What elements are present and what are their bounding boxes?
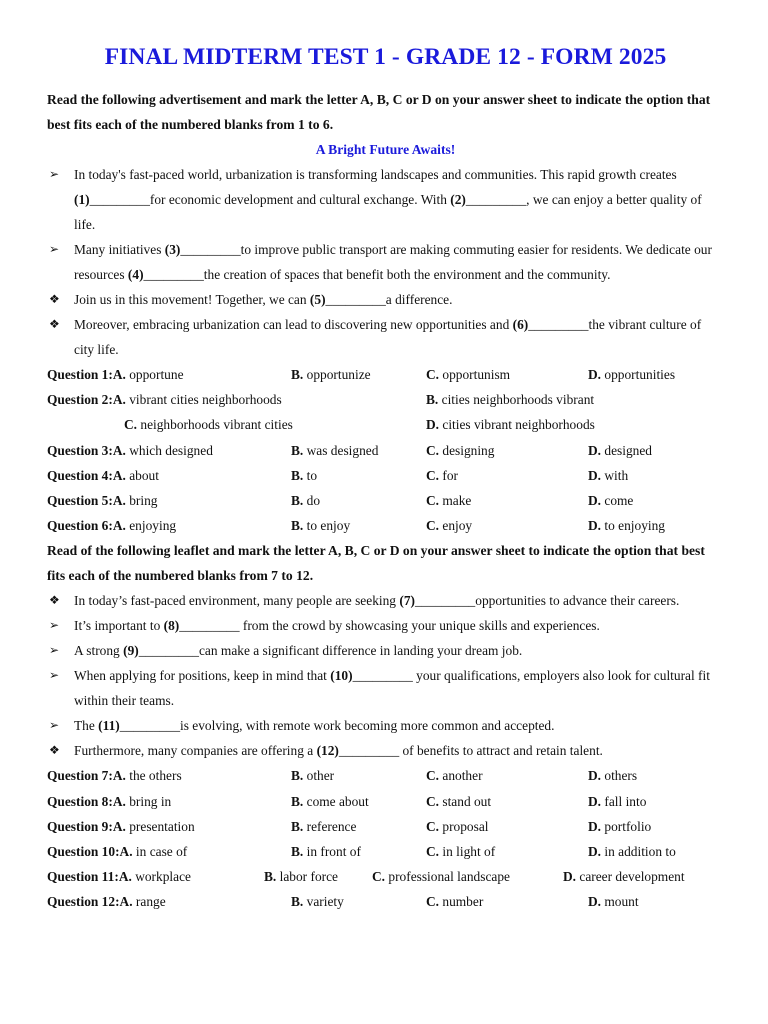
option-b <box>291 488 426 513</box>
option-text: about <box>125 467 159 483</box>
question-label: Question 12: <box>47 894 120 910</box>
option-text: which designed <box>125 442 213 458</box>
option-letter: B. <box>291 467 304 483</box>
option-text: make <box>439 493 472 509</box>
option-text: bring in <box>125 793 172 809</box>
question-label: Question 10: <box>47 844 120 860</box>
option-c <box>372 864 563 889</box>
option-text: labor force <box>276 869 338 885</box>
option-a <box>47 488 291 513</box>
option-text: another <box>439 768 483 784</box>
option-letter: A. <box>112 493 126 509</box>
passage-text: In today’s fast-paced environment, many people are seeking <box>74 593 400 609</box>
option-b <box>291 814 426 839</box>
question-label: Question 7: <box>47 768 113 784</box>
option-d <box>588 488 724 513</box>
passage-text: _________can make a significant difference in landing your dream job. <box>138 643 523 659</box>
diamond-bullet-icon: ❖ <box>49 292 60 306</box>
option-a <box>47 763 291 788</box>
option-c <box>426 362 588 387</box>
option-d <box>563 864 685 889</box>
passage-item <box>47 162 724 237</box>
option-d <box>588 763 724 788</box>
arrow-bullet-icon: ➢ <box>49 718 60 733</box>
option-d <box>588 362 724 387</box>
question-label: Question 1: <box>47 367 113 382</box>
option-letter: C. <box>426 844 440 860</box>
option-b <box>291 763 426 788</box>
option-letter: A. <box>112 793 126 809</box>
option-a <box>47 864 264 889</box>
option-text: fall into <box>601 793 647 809</box>
arrow-bullet-icon: ➢ <box>49 643 60 658</box>
option-letter: A. <box>119 894 133 910</box>
passage-text: _________for economic development and cultural exchange. With <box>89 192 451 207</box>
diamond-bullet-icon: ❖ <box>49 593 60 608</box>
option-text: do <box>303 493 321 509</box>
option-c <box>426 889 588 914</box>
option-letter: C. <box>426 467 440 483</box>
passage-item <box>47 237 724 287</box>
option-d <box>588 839 724 864</box>
passage-item <box>47 738 724 763</box>
option-text: opportune <box>125 367 184 382</box>
option-letter: B. <box>291 442 304 458</box>
option-d <box>588 513 724 538</box>
question-row <box>47 889 724 914</box>
option-letter: D. <box>588 367 602 382</box>
passage-text: Furthermore, many companies are offering a <box>74 743 317 759</box>
option-letter: C. <box>372 869 386 885</box>
passage-item <box>47 287 724 312</box>
option-c <box>426 839 588 864</box>
blank-number: (8) <box>163 618 180 634</box>
blank-number: (1) <box>74 192 90 207</box>
option-text: mount <box>601 894 639 910</box>
leaflet-passage <box>47 588 724 763</box>
option-letter: A. <box>112 367 126 382</box>
option-text: the others <box>125 768 182 784</box>
option-c <box>426 463 588 488</box>
passage-item <box>47 312 724 362</box>
option-letter: B. <box>291 793 304 809</box>
option-letter: B. <box>291 844 304 860</box>
option-letter: C. <box>426 442 440 458</box>
option-text: in light of <box>439 844 496 860</box>
option-text: in front of <box>303 844 361 860</box>
passage-text: _________is evolving, with remote work becoming more common and accepted. <box>119 718 555 734</box>
option-b <box>291 438 426 463</box>
option-text: presentation <box>125 818 195 834</box>
question-row <box>47 463 724 488</box>
passage-text: _________, we can enjoy a better quality of life. <box>74 192 702 232</box>
option-text: opportunities <box>601 367 676 382</box>
option-letter: B. <box>291 768 304 784</box>
option-text: to enjoy <box>303 518 351 534</box>
arrow-bullet-icon: ➢ <box>49 618 60 633</box>
option-text: for <box>439 467 458 483</box>
option-d <box>588 889 724 914</box>
passage-text: _________the vibrant culture of city life. <box>74 317 702 357</box>
blank-number: (2) <box>450 192 466 207</box>
option-text: enjoying <box>125 518 177 534</box>
option-text: bring <box>125 493 158 509</box>
section2-instruction: Read of the following leaflet and mark the letter A, B, C or D on your answer sheet to indicate the option that best fits each of the numbered blanks from 7 to 12. <box>47 543 705 584</box>
blank-number: (6) <box>512 317 529 332</box>
question-row <box>47 513 724 538</box>
option-a <box>47 362 291 387</box>
arrow-bullet-icon: ➢ <box>49 167 60 181</box>
blank-number: (5) <box>309 292 326 307</box>
passage-text: The <box>74 718 99 734</box>
option-text: cities neighborhoods vibrant <box>438 392 595 408</box>
question-label: Question 2: <box>47 392 113 408</box>
blank-number: (10) <box>330 668 353 684</box>
passage-item <box>47 713 724 738</box>
question-label: Question 9: <box>47 818 113 834</box>
question-row <box>47 362 724 387</box>
passage-text: It’s important to <box>74 618 164 634</box>
passage-item <box>47 613 724 638</box>
advertisement-passage <box>47 162 724 362</box>
section1-instruction: Read the following advertisement and mark the letter A, B, C or D on your answer sheet to indicate the option that best fits each of the numbered blanks from 1 to 6. <box>47 92 711 132</box>
option-text: number <box>439 894 484 910</box>
option-letter: C. <box>426 367 440 382</box>
passage-text: Many initiatives <box>74 242 165 257</box>
question-row <box>47 789 724 814</box>
option-text: designing <box>439 442 495 458</box>
option-letter: D. <box>588 442 602 458</box>
diamond-bullet-icon: ❖ <box>49 743 60 758</box>
option-a <box>47 889 291 914</box>
option-text: cities vibrant neighborhoods <box>439 417 595 433</box>
question-label: Question 5: <box>47 493 113 509</box>
option-letter: D. <box>588 518 602 534</box>
option-letter: D. <box>588 467 602 483</box>
passage-item <box>47 638 724 663</box>
passage-text: Join us in this movement! Together, we can <box>74 292 310 307</box>
option-b <box>291 839 426 864</box>
option-a <box>47 814 291 839</box>
option-b <box>291 789 426 814</box>
question-label: Question 11: <box>47 869 119 885</box>
option-letter: A. <box>112 818 126 834</box>
option-letter: A. <box>112 392 126 408</box>
question-label: Question 6: <box>47 518 113 534</box>
option-letter: B. <box>291 894 304 910</box>
option-text: proposal <box>439 818 489 834</box>
option-a <box>47 438 291 463</box>
passage-text: When applying for positions, keep in mind that <box>74 668 331 684</box>
passage-text: In today's fast-paced world, urbanization is transforming landscapes and communities. This rapid growth creates <box>74 167 677 182</box>
option-text: to <box>303 467 318 483</box>
option-text: career development <box>576 869 685 885</box>
option-b <box>264 864 372 889</box>
option-text: enjoy <box>439 518 473 534</box>
option-letter: C. <box>426 793 440 809</box>
option-letter: B. <box>291 367 304 382</box>
blank-number: (3) <box>164 242 181 257</box>
option-letter: A. <box>118 869 132 885</box>
option-text: other <box>303 768 335 784</box>
option-a <box>47 789 291 814</box>
option-letter: B. <box>426 392 439 408</box>
option-letter: B. <box>291 818 304 834</box>
option-d <box>588 438 724 463</box>
option-letter: D. <box>588 493 602 509</box>
option-text: range <box>132 894 166 910</box>
blank-number: (11) <box>98 718 120 734</box>
arrow-bullet-icon: ➢ <box>49 668 60 683</box>
option-letter: C. <box>426 518 440 534</box>
option-text: neighborhoods vibrant cities <box>137 417 293 433</box>
option-c <box>426 763 588 788</box>
option-letter: D. <box>588 818 602 834</box>
question-row <box>47 438 724 463</box>
option-b <box>291 463 426 488</box>
option-d <box>588 789 724 814</box>
option-d <box>588 463 724 488</box>
option-letter: A. <box>112 442 126 458</box>
option-text: to enjoying <box>601 518 666 534</box>
option-c <box>47 412 426 437</box>
advertisement-title: A Bright Future Awaits! <box>315 142 456 157</box>
question-label: Question 3: <box>47 442 113 458</box>
option-letter: D. <box>588 894 602 910</box>
passage-text: _________ from the crowd by showcasing your unique skills and experiences. <box>179 618 600 634</box>
option-text: in addition to <box>601 844 676 860</box>
option-c <box>426 438 588 463</box>
option-b <box>291 889 426 914</box>
option-b <box>291 513 426 538</box>
option-b <box>426 387 724 412</box>
option-text: opportunism <box>439 367 511 382</box>
question-row <box>47 814 724 839</box>
blank-number: (9) <box>123 643 139 659</box>
option-text: with <box>601 467 629 483</box>
option-letter: B. <box>264 869 277 885</box>
option-letter: D. <box>563 869 577 885</box>
section2-questions <box>47 763 724 914</box>
option-text: stand out <box>439 793 492 809</box>
arrow-bullet-icon: ➢ <box>49 242 60 256</box>
option-letter: D. <box>588 768 602 784</box>
option-a <box>47 839 291 864</box>
passage-text: _________a difference. <box>325 292 453 307</box>
passage-item <box>47 588 724 613</box>
passage-text: _________ your qualifications, employers also look for cultural fit within their teams. <box>74 668 710 709</box>
passage-text: Moreover, embracing urbanization can lead to discovering new opportunities and <box>74 317 513 332</box>
diamond-bullet-icon: ❖ <box>49 317 60 331</box>
option-c <box>426 488 588 513</box>
passage-text: _________opportunities to advance their careers. <box>414 593 680 609</box>
option-a <box>47 513 291 538</box>
blank-number: (12) <box>316 743 339 759</box>
option-text: opportunize <box>303 367 371 382</box>
option-letter: D. <box>426 417 440 433</box>
passage-text: _________to improve public transport are making commuting easier for residents. We dedicate our resources <box>74 242 712 282</box>
page-title: FINAL MIDTERM TEST 1 - GRADE 12 - FORM 2025 <box>104 44 667 70</box>
question-row <box>47 864 724 889</box>
option-text: was designed <box>303 442 379 458</box>
option-c <box>426 789 588 814</box>
option-letter: A. <box>112 518 126 534</box>
option-letter: C. <box>124 417 138 433</box>
blank-number: (7) <box>399 593 415 609</box>
passage-text: _________the creation of spaces that benefit both the environment and the community. <box>143 267 611 282</box>
option-c <box>426 513 588 538</box>
blank-number: (4) <box>127 267 144 282</box>
option-text: professional landscape <box>385 869 510 885</box>
option-letter: C. <box>426 894 440 910</box>
question-row <box>47 839 724 864</box>
question-row <box>47 387 724 412</box>
option-text: come about <box>303 793 369 809</box>
option-text: variety <box>303 894 344 910</box>
option-a <box>47 387 426 412</box>
option-letter: B. <box>291 518 304 534</box>
option-text: others <box>601 768 638 784</box>
option-letter: C. <box>426 493 440 509</box>
option-d <box>588 814 724 839</box>
option-letter: D. <box>588 793 602 809</box>
option-letter: C. <box>426 818 440 834</box>
option-c <box>426 814 588 839</box>
option-text: come <box>601 493 634 509</box>
option-text: vibrant cities neighborhoods <box>125 392 282 408</box>
option-letter: C. <box>426 768 440 784</box>
option-text: workplace <box>131 869 191 885</box>
option-d <box>426 412 724 437</box>
question-row <box>47 763 724 788</box>
passage-text: _________ of benefits to attract and retain talent. <box>338 743 603 759</box>
option-text: in case of <box>132 844 188 860</box>
option-letter: D. <box>588 844 602 860</box>
question-label: Question 4: <box>47 467 113 483</box>
option-letter: B. <box>291 493 304 509</box>
passage-text: A strong <box>74 643 124 659</box>
passage-item <box>47 663 724 713</box>
question-label: Question 8: <box>47 793 113 809</box>
option-letter: A. <box>112 768 126 784</box>
option-text: designed <box>601 442 652 458</box>
option-a <box>47 463 291 488</box>
option-b <box>291 362 426 387</box>
question-row <box>47 412 724 437</box>
option-letter: A. <box>119 844 133 860</box>
option-text: reference <box>303 818 357 834</box>
option-text: portfolio <box>601 818 652 834</box>
section1-questions <box>47 362 724 538</box>
question-row <box>47 488 724 513</box>
option-letter: A. <box>112 467 126 483</box>
